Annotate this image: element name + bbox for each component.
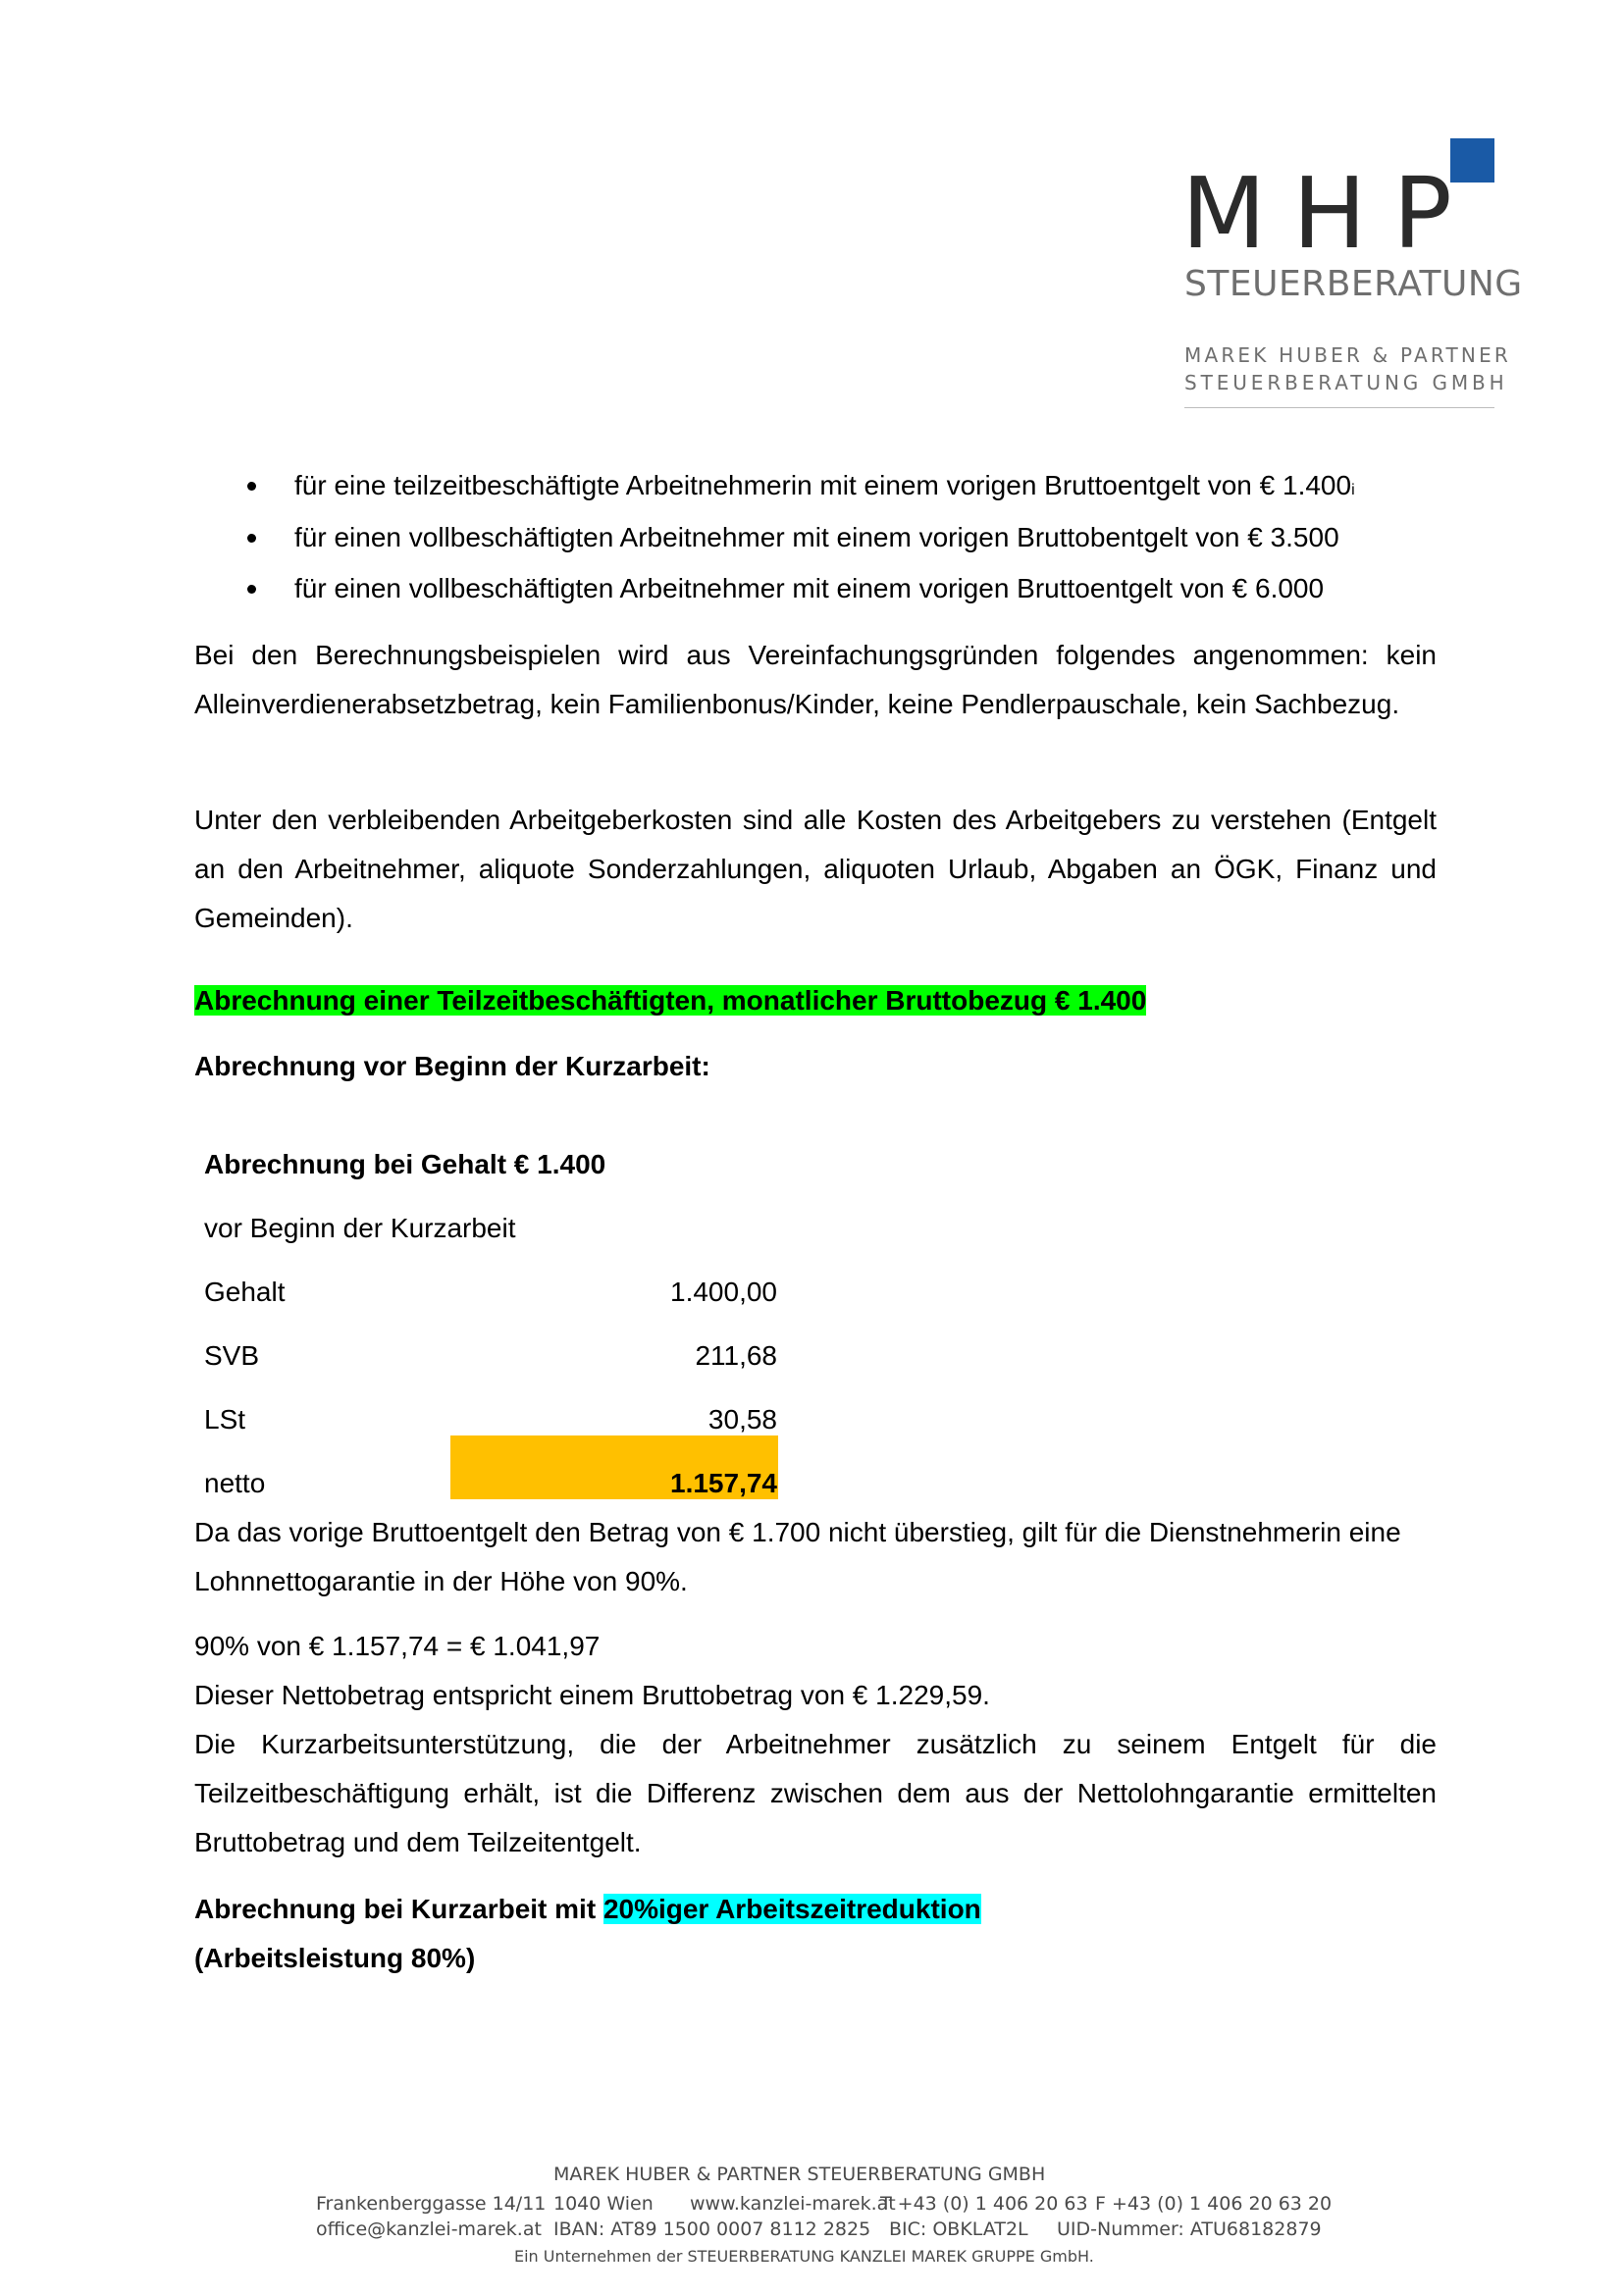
footer-web[interactable]: www.kanzlei-marek.at bbox=[690, 2193, 896, 2215]
footer-city: 1040 Wien bbox=[553, 2193, 654, 2215]
footer-address: Frankenberggasse 14/11 bbox=[316, 2193, 547, 2215]
table-row-label: LSt bbox=[204, 1404, 246, 1435]
table-title: Abrechnung bei Gehalt € 1.400 bbox=[204, 1149, 606, 1179]
footer-group: Ein Unternehmen der STEUERBERATUNG KANZLEI MAREK GRUPPE GmbH. bbox=[514, 2247, 1094, 2266]
table-row-value: 211,68 bbox=[695, 1340, 777, 1371]
footer-uid: UID-Nummer: ATU68182879 bbox=[1057, 2218, 1322, 2240]
firm-name-line2: STEUERBERATUNG GMBH bbox=[1184, 371, 1508, 394]
footer-fax: F +43 (0) 1 406 20 63 20 bbox=[1095, 2193, 1333, 2215]
footer-iban: IBAN: AT89 1500 0007 8112 2825 bbox=[553, 2218, 871, 2240]
footer-company: MAREK HUBER & PARTNER STEUERBERATUNG GMBH bbox=[553, 2164, 1046, 2185]
table-subtitle: vor Beginn der Kurzarbeit bbox=[204, 1213, 516, 1243]
table-row-value-netto: 1.157,74 bbox=[670, 1468, 777, 1498]
footer-bic: BIC: OBKLAT2L bbox=[889, 2218, 1028, 2240]
table-row-value: 30,58 bbox=[707, 1404, 777, 1435]
table-row-label: SVB bbox=[204, 1340, 260, 1371]
list-item: für eine teilzeitbeschäftigte Arbeitnehmerin mit einem vorigen Bruttoentgelt von € 1.400i bbox=[194, 461, 1437, 513]
table-row-value: 1.400,00 bbox=[670, 1277, 777, 1307]
bullet-icon bbox=[247, 482, 256, 491]
net-equivalent-line: Dieser Nettobetrag entspricht einem Bruttobetrag von € 1.229,59. bbox=[194, 1680, 990, 1710]
support-paragraph: Die Kurzarbeitsunterstützung, die der Arbeitnehmer zusätzlich zu seinem Entgelt für die Teilzeitbeschäftigung erhält, ist die Differenz zwischen dem aus der Nettolohngarantie ermittelten Bruttobetrag und dem Teilzeitentgelt. bbox=[194, 1729, 1437, 1857]
list-item: für einen vollbeschäftigten Arbeitnehmer mit einem vorigen Bruttobentgelt von € 3.500 bbox=[194, 513, 1437, 565]
calculation-line: 90% von € 1.157,74 = € 1.041,97 bbox=[194, 1631, 601, 1661]
bullet-icon bbox=[247, 534, 256, 543]
logo-subtitle: STEUERBERATUNG bbox=[1184, 264, 1523, 304]
section-heading: Abrechnung einer Teilzeitbeschäftigten, monatlicher Bruttobezug € 1.400 bbox=[194, 985, 1147, 1016]
assumptions-paragraph: Bei den Berechnungsbeispielen wird aus Vereinfachungsgründen folgendes angenommen: kein Alleinverdienerabsetzbetrag, kein Familienbonus/Kinder, keine Pendlerpauschale, kein Sachbezug. bbox=[194, 640, 1437, 719]
logo-wordmark: MHP bbox=[1181, 156, 1479, 271]
table-row-label: netto bbox=[204, 1468, 266, 1498]
example-bullet-list bbox=[194, 461, 1437, 616]
bullet-icon bbox=[247, 585, 256, 594]
list-item: für einen vollbeschäftigten Arbeitnehmer mit einem vorigen Bruttoentgelt von € 6.000 bbox=[194, 564, 1437, 616]
employer-costs-paragraph: Unter den verbleibenden Arbeitgeberkosten sind alle Kosten des Arbeitgebers zu verstehen (Entgelt an den Arbeitnehmer, aliquote Sonderzahlungen, aliquoten Urlaub, Abgaben an ÖGK, Finanz und Gemeinden). bbox=[194, 805, 1437, 933]
firm-name-line1: MAREK HUBER & PARTNER bbox=[1184, 343, 1512, 367]
guarantee-paragraph: Da das vorige Bruttoentgelt den Betrag von € 1.700 nicht überstieg, gilt für die Dienstnehmerin eine Lohnnettogarantie in der Höhe von 90%. bbox=[194, 1517, 1401, 1596]
letterhead-divider bbox=[1184, 407, 1494, 408]
footer-phone: T +43 (0) 1 406 20 63 bbox=[880, 2193, 1088, 2215]
kurzarbeit-heading: Abrechnung bei Kurzarbeit mit 20%iger Arbeitszeitreduktion bbox=[194, 1894, 981, 1924]
kurzarbeit-subheading: (Arbeitsleistung 80%) bbox=[194, 1943, 476, 1973]
footer-email[interactable]: office@kanzlei-marek.at bbox=[316, 2218, 542, 2240]
pre-kurzarbeit-heading: Abrechnung vor Beginn der Kurzarbeit: bbox=[194, 1051, 710, 1081]
table-row-label: Gehalt bbox=[204, 1277, 286, 1307]
